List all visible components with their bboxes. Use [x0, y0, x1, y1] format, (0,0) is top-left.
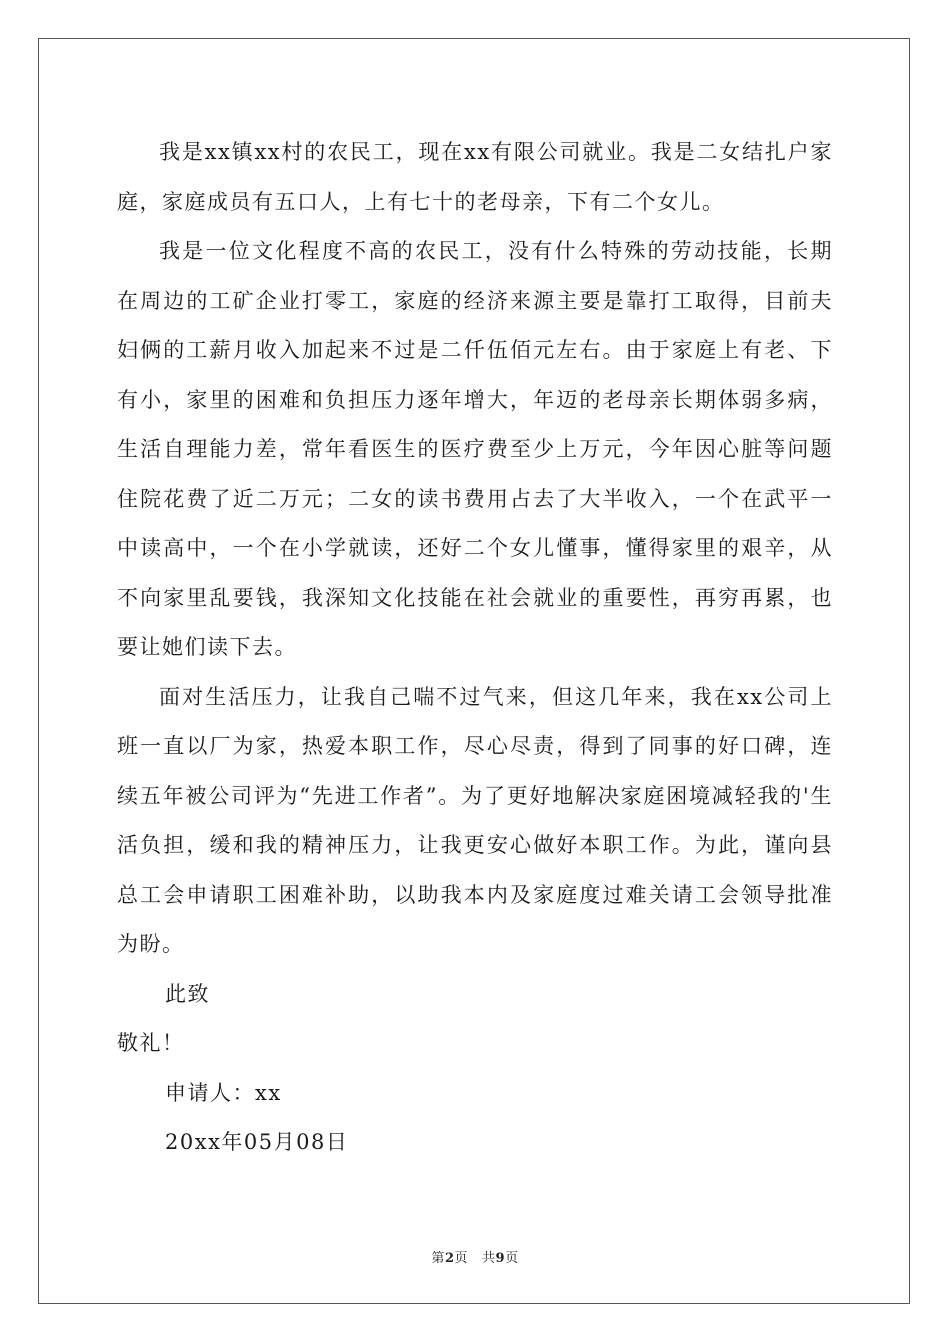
- paragraph-hardship: 我是一位文化程度不高的农民工，没有什么特殊的劳动技能，长期在周边的工矿企业打零工，家庭的经济来源主要是靠打工取得，目前夫妇俩的工薪月收入加起来不过是二仟伍佰元左右。由于家庭上有老、下有小，家里的困难和负担压力逐年增大，年迈的老母亲长期体弱多病，生活自理能力差，常年看医生的医疗费至少上万元，今年因心脏等问题住院花费了近二万元；二女的读书费用占去了大半收入，一个在武平一中读高中，一个在小学就读，还好二个女儿懂事，懂得家里的艰辛，从不向家里乱要钱，我深知文化技能在社会就业的重要性，再穷再累，也要让她们读下去。: [117, 239, 833, 659]
- page-suffix: 页: [454, 1251, 468, 1266]
- closing-phrase: 此致: [165, 981, 210, 1006]
- page-footer: [0, 1247, 950, 1266]
- applicant-signature: 申请人：xx: [165, 1080, 282, 1105]
- page-prefix: 第: [431, 1251, 445, 1266]
- page-number: 2: [444, 1251, 455, 1266]
- total-suffix: 页: [505, 1251, 519, 1266]
- total-pages: 9: [495, 1251, 506, 1266]
- paragraph-request: 面对生活压力，让我自己喘不过气来，但这几年来，我在xx公司上班一直以厂为家，热爱本职工作，尽心尽责，得到了同事的好口碑，连续五年被公司评为“先进工作者”。为了更好地解决家庭困境减轻我的'生活负担，缓和我的精神压力，让我更安心做好本职工作。为此，谨向县总工会申请职工困难补助，以助我本内及家庭度过难关请工会领导批准为盼。: [117, 684, 833, 956]
- total-prefix: 共: [482, 1251, 496, 1266]
- salutation: 敬礼！: [117, 1031, 185, 1055]
- letter-body: [117, 128, 833, 1168]
- paragraph-intro: 我是xx镇xx村的农民工，现在xx有限公司就业。我是二女结扎户家庭，家庭成员有五口人，上有七十的老母亲，下有二个女儿。: [117, 140, 833, 214]
- letter-date: 20xx年05月08日: [165, 1130, 349, 1154]
